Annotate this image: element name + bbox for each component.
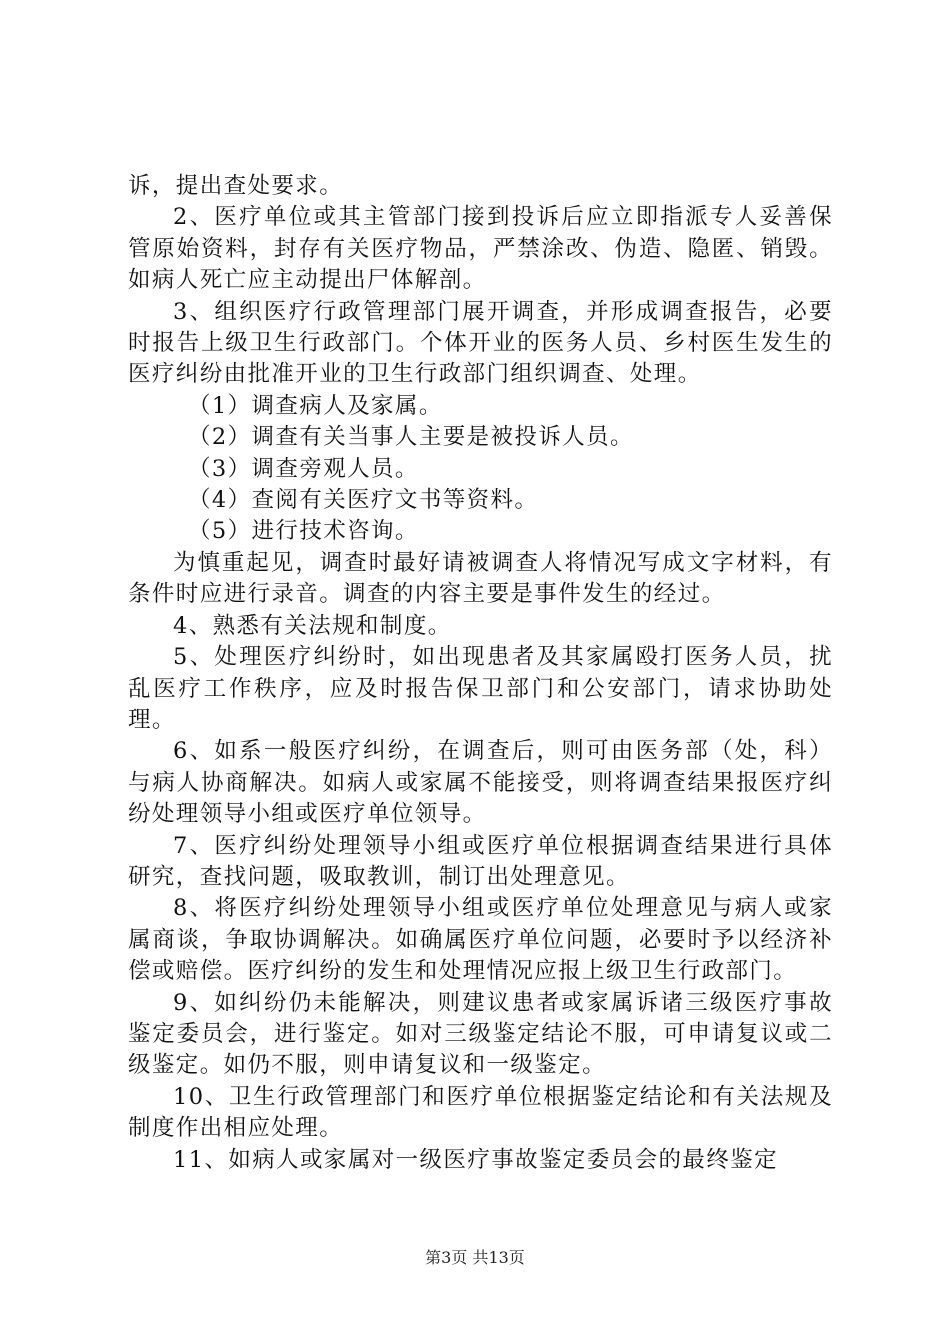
page-number-footer: 第3页 共13页 bbox=[425, 1248, 525, 1267]
paragraph-item-11: 11、如病人或家属对一级医疗事故鉴定委员会的最终鉴定 bbox=[173, 1146, 779, 1173]
paragraph-item-10: 10、卫生行政管理部门和医疗单位根据鉴定结论和有关法规及制度作出相应处理。 bbox=[128, 1083, 833, 1142]
sub-item-1: （1）调查病人及家属。 bbox=[188, 392, 443, 419]
paragraph-note: 为慎重起见，调查时最好请被调查人将情况写成文字材料，有条件时应进行录音。调查的内容主要是事件发生的经过。 bbox=[128, 549, 833, 608]
paragraph-item-9: 9、如纠纷仍未能解决，则建议患者或家属诉诸三级医疗事故鉴定委员会，进行鉴定。如对三级鉴定结论不服，可申请复议或二级鉴定。如仍不服，则申请复议和一级鉴定。 bbox=[128, 989, 833, 1079]
sub-item-4: （4）查阅有关医疗文书等资料。 bbox=[188, 487, 539, 514]
paragraph-item-4: 4、熟悉有关法规和制度。 bbox=[173, 612, 452, 639]
sub-item-3: （3）调查旁观人员。 bbox=[188, 455, 419, 482]
sub-item-2: （2）调查有关当事人主要是被投诉人员。 bbox=[188, 424, 634, 451]
paragraph-item-7: 7、医疗纠纷处理领导小组或医疗单位根据调查结果进行具体研究，查找问题，吸取教训，制订出处理意见。 bbox=[128, 832, 833, 890]
paragraph-continuation: 诉，提出查处要求。 bbox=[128, 173, 344, 199]
paragraph-item-5: 5、处理医疗纠纷时，如出现患者及其家属殴打医务人员，扰乱医疗工作秩序，应及时报告保卫部门和公安部门，请求协助处理。 bbox=[128, 644, 833, 733]
paragraph-item-6: 6、如系一般医疗纠纷，在调查后，则可由医务部（处，科）与病人协商解决。如病人或家属不能接受，则将调查结果报医疗纠纷处理领导小组或医疗单位领导。 bbox=[128, 738, 833, 828]
paragraph-item-3: 3、组织医疗行政管理部门展开调查，并形成调查报告，必要时报告上级卫生行政部门。个体开业的医务人员、乡村医生发生的医疗纠纷由批准开业的卫生行政部门组织调查、处理。 bbox=[128, 298, 833, 388]
sub-item-5: （5）进行技术咨询。 bbox=[188, 518, 419, 545]
paragraph-item-8: 8、将医疗纠纷处理领导小组或医疗单位处理意见与病人或家属商谈，争取协调解决。如确属医疗单位问题，必要时予以经济补偿或赔偿。医疗纠纷的发生和处理情况应报上级卫生行政部门。 bbox=[128, 895, 833, 985]
document-body bbox=[128, 171, 833, 1176]
paragraph-item-2: 2、医疗单位或其主管部门接到投诉后应立即指派专人妥善保管原始资料，封存有关医疗物品，严禁涂改、伪造、隐匿、销毁。如病人死亡应主动提出尸体解剖。 bbox=[128, 204, 833, 294]
